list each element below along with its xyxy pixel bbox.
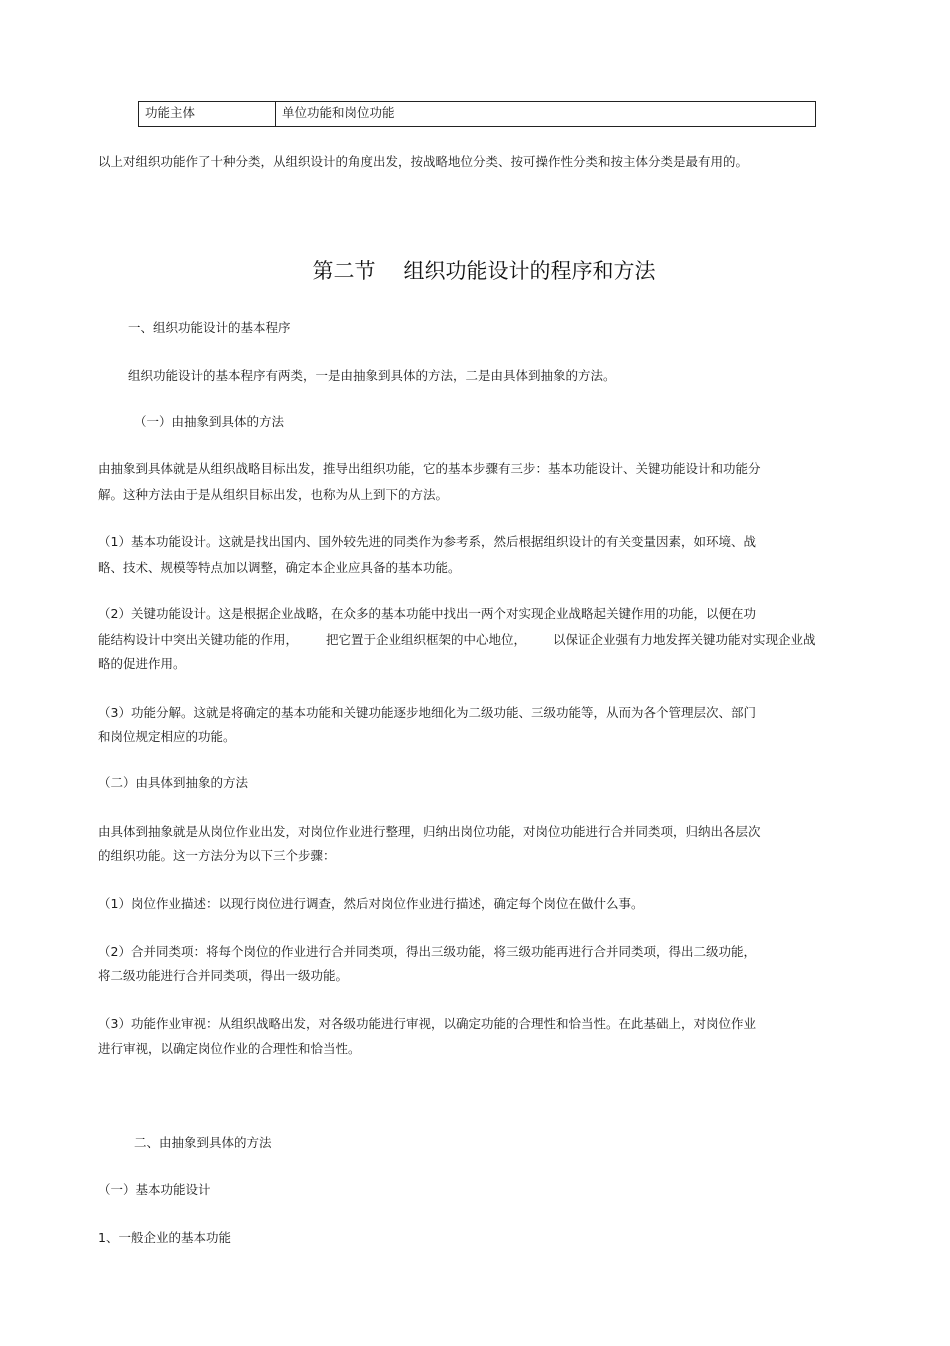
subheading-basic-function: （一）基本功能设计 <box>98 1182 211 1197</box>
paragraph-line: 将二级功能进行合并同类项，得出一级功能。 <box>98 968 349 983</box>
section-name: 组织功能设计的程序和方法 <box>403 259 656 283</box>
paragraph-line: （1）岗位作业描述：以现行岗位进行调查，然后对岗位作业进行描述，确定每个岗位在做什么事。 <box>98 896 644 911</box>
subheading-concrete-to-abstract: （二）由具体到抽象的方法 <box>98 775 249 790</box>
subheading-abstract-to-concrete: （一）由抽象到具体的方法 <box>134 414 285 429</box>
section-number: 第二节 <box>312 259 376 283</box>
table-cell: 功能主体 <box>139 102 276 127</box>
paragraph-line: （3）功能分解。这就是将确定的基本功能和关键功能逐步地细化为二级功能、三级功能等，从而为各个管理层次、部门 <box>98 705 756 720</box>
paragraph-line: 以保证企业强有力地发挥关键功能对实现企业战 <box>553 632 816 647</box>
paragraph-line: 的组织功能。这一方法分为以下三个步骤： <box>98 848 336 863</box>
table-cell: 单位功能和岗位功能 <box>276 102 816 127</box>
paragraph-line: 和岗位规定相应的功能。 <box>98 729 236 744</box>
table-row <box>139 102 816 127</box>
function-table <box>138 101 816 127</box>
section-title <box>0 257 950 285</box>
list-item: 1、一般企业的基本功能 <box>98 1230 231 1245</box>
summary-text: 以上对组织功能作了十种分类，从组织设计的角度出发，按战略地位分类、按可操作性分类和按主体分类是最有用的。 <box>98 154 749 169</box>
paragraph-line: 由抽象到具体就是从组织战略目标出发，推导出组织功能，它的基本步骤有三步：基本功能设计、关键功能设计和功能分 <box>98 461 761 476</box>
paragraph-line: 略、技术、规模等特点加以调整，确定本企业应具备的基本功能。 <box>98 560 461 575</box>
paragraph-line: 能结构设计中突出关键功能的作用， <box>98 632 299 647</box>
paragraph-line: 略的促进作用。 <box>98 656 186 671</box>
paragraph-line: 把它置于企业组织框架的中心地位， <box>326 632 527 647</box>
paragraph-line: （3）功能作业审视：从组织战略出发，对各级功能进行审视，以确定功能的合理性和恰当性。在此基础上，对岗位作业 <box>98 1016 756 1031</box>
paragraph-line: 解。这种方法由于是从组织目标出发，也称为从上到下的方法。 <box>98 487 449 502</box>
paragraph-line: （1）基本功能设计。这就是找出国内、国外较先进的同类作为参考系，然后根据组织设计的有关变量因素，如环境、战 <box>98 534 756 549</box>
intro-paragraph: 组织功能设计的基本程序有两类，一是由抽象到具体的方法，二是由具体到抽象的方法。 <box>128 368 616 383</box>
paragraph-line: 由具体到抽象就是从岗位作业出发，对岗位作业进行整理，归纳出岗位功能，对岗位功能进行合并同类项，归纳出各层次 <box>98 824 761 839</box>
heading-1: 一、组织功能设计的基本程序 <box>128 320 291 335</box>
paragraph-line: （2）关键功能设计。这是根据企业战略，在众多的基本功能中找出一两个对实现企业战略起关键作用的功能，以便在功 <box>98 606 756 621</box>
heading-2: 二、由抽象到具体的方法 <box>134 1135 272 1150</box>
paragraph-line: （2）合并同类项：将每个岗位的作业进行合并同类项，得出三级功能，将三级功能再进行合并同类项，得出二级功能， <box>98 944 756 959</box>
paragraph-line: 进行审视，以确定岗位作业的合理性和恰当性。 <box>98 1041 361 1056</box>
